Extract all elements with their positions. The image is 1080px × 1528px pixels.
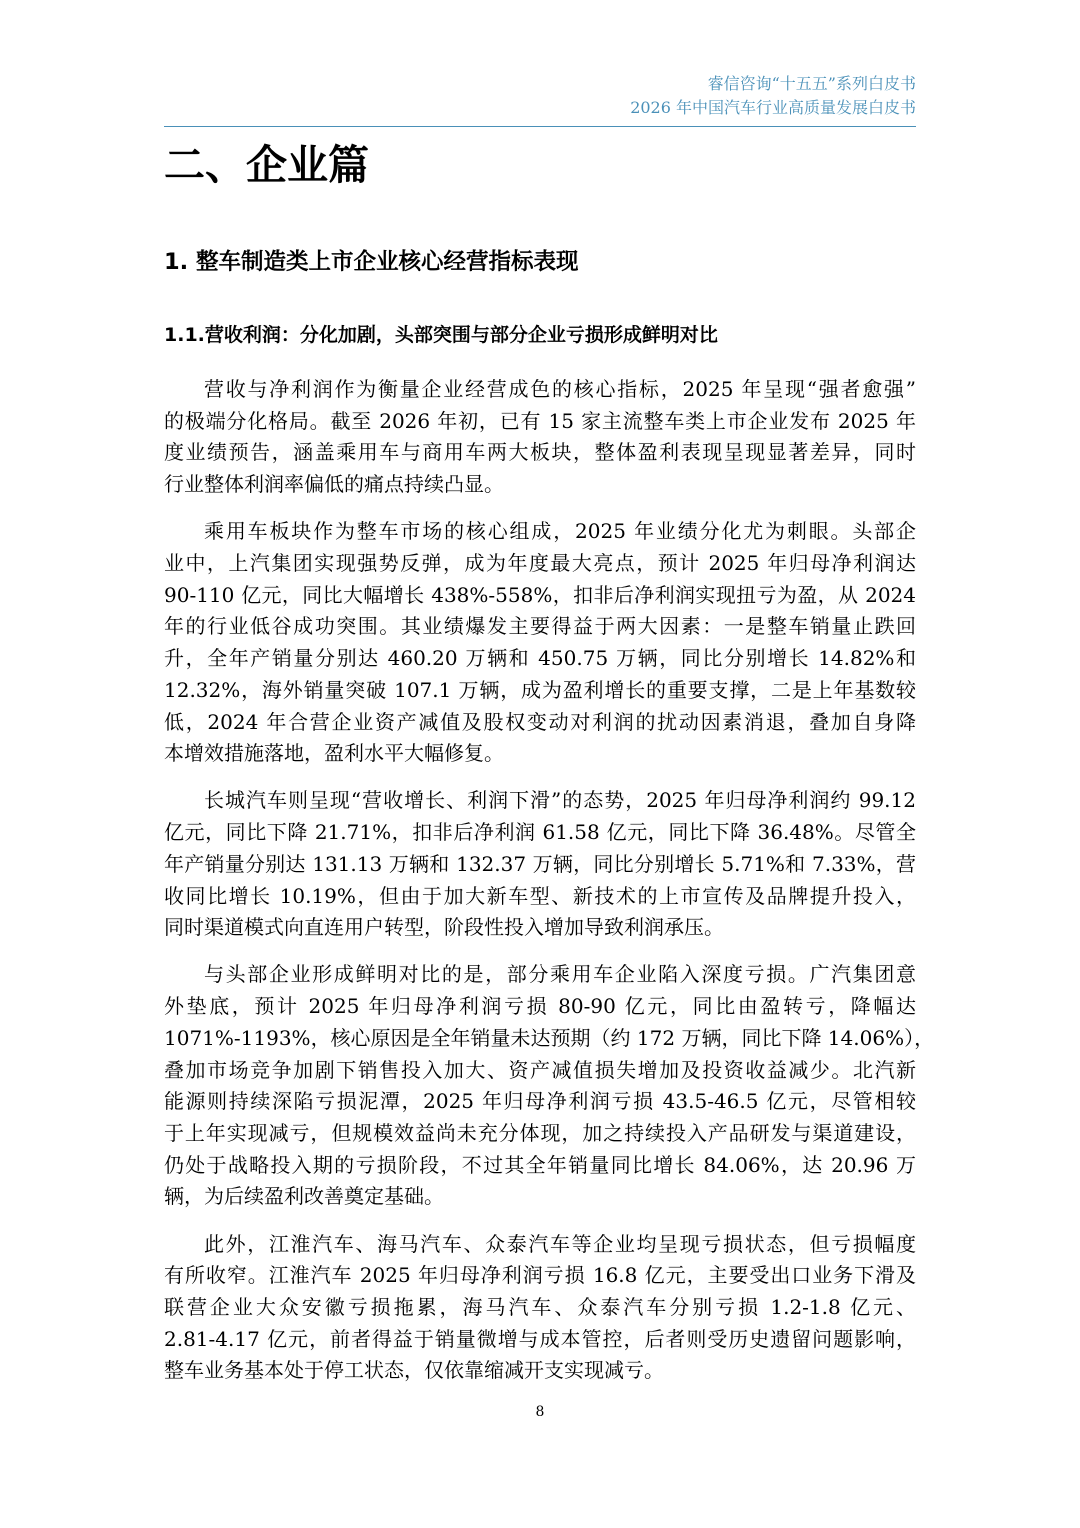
paragraph-line: 外垫底，预计 2025 年归母净利润亏损 80-90 亿元，同比由盈转亏，降幅达 (164, 994, 916, 1019)
paragraph-line: 业中，上汽集团实现强势反弹，成为年度最大亮点，预计 2025 年归母净利润达 (164, 551, 916, 576)
paragraph-line: 同时渠道模式向直连用户转型，阶段性投入增加导致利润承压。 (164, 915, 724, 940)
subsection-title: 1.1.营收利润：分化加剧，头部突围与部分企业亏损形成鲜明对比 (164, 324, 718, 346)
paragraph-line: 度业绩预告，涵盖乘用车与商用车两大板块，整体盈利表现呈现显著差异，同时 (164, 440, 916, 465)
header-series-title: 睿信咨询“十五五”系列白皮书 (707, 74, 916, 93)
paragraph-line: 与头部企业形成鲜明对比的是，部分乘用车企业陷入深度亏损。广汽集团意 (204, 962, 916, 987)
running-header (164, 72, 916, 120)
paragraph-line: 本增效措施落地，盈利水平大幅修复。 (164, 741, 504, 766)
paragraph (164, 1229, 916, 1388)
paragraph-line: 此外，江淮汽车、海马汽车、众泰汽车等企业均呈现亏损状态，但亏损幅度 (204, 1231, 916, 1256)
body-text (164, 374, 935, 1403)
paragraph-line: 1071%-1193%，核心原因是全年销量未达预期（约 172 万辆，同比下降 14.06%）， (164, 1025, 935, 1050)
paragraph-line: 亿元，同比下降 21.71%，扣非后净利润 61.58 亿元，同比下降 36.48%。尽管全 (164, 820, 916, 845)
paragraph-line: 辆，为后续盈利改善奠定基础。 (164, 1184, 444, 1209)
paragraph-line: 行业整体利润率偏低的痛点持续凸显。 (164, 472, 504, 497)
paragraph-line: 联营企业大众安徽亏损拖累，海马汽车、众泰汽车分别亏损 1.2-1.8 亿元、 (164, 1294, 916, 1319)
paragraph (164, 516, 916, 770)
paragraph-line: 升，全年产销量分别达 460.20 万辆和 450.75 万辆，同比分别增长 14.82%和 (164, 646, 916, 671)
paragraph-line: 收同比增长 10.19%，但由于加大新车型、新技术的上市宣传及品牌提升投入， (164, 883, 916, 908)
paragraph (164, 785, 916, 944)
paragraph-line: 于上年实现减亏，但规模效益尚未充分体现，加之持续投入产品研发与渠道建设， (164, 1120, 916, 1145)
paragraph-line: 能源则持续深陷亏损泥潭，2025 年归母净利润亏损 43.5-46.5 亿元，尽管相较 (164, 1089, 916, 1114)
header-divider (164, 126, 916, 127)
paragraph (164, 374, 916, 501)
section-title: 1. 整车制造类上市企业核心经营指标表现 (164, 249, 579, 275)
paragraph-line: 长城汽车则呈现“营收增长、利润下滑”的态势，2025 年归母净利润约 99.12 (204, 788, 916, 813)
paragraph-line: 仍处于战略投入期的亏损阶段，不过其全年销量同比增长 84.06%，达 20.96 万 (164, 1152, 916, 1177)
paragraph-line: 低，2024 年合营企业资产减值及股权变动对利润的扰动因素消退，叠加自身降 (164, 709, 916, 734)
page-number: 8 (535, 1404, 545, 1420)
paragraph-line: 年产销量分别达 131.13 万辆和 132.37 万辆，同比分别增长 5.71%和 7.33%，营 (164, 851, 916, 876)
paragraph-line: 2.81-4.17 亿元，前者得益于销量微增与成本管控，后者则受历史遗留问题影响， (164, 1326, 916, 1351)
paragraph-line: 营收与净利润作为衡量企业经营成色的核心指标，2025 年呈现“强者愈强” (204, 377, 916, 401)
paragraph (164, 959, 935, 1213)
header-report-title: 2026 年中国汽车行业高质量发展白皮书 (630, 98, 916, 117)
paragraph-line: 12.32%，海外销量突破 107.1 万辆，成为盈利增长的重要支撑，二是上年基数较 (164, 677, 916, 702)
paragraph-line: 叠加市场竞争加剧下销售投入加大、资产减值损失增加及投资收益减少。北汽新 (164, 1057, 916, 1082)
chapter-title: 二、企业篇 (164, 141, 369, 189)
paragraph-line: 年的行业低谷成功突围。其业绩爆发主要得益于两大因素：一是整车销量止跌回 (164, 614, 916, 639)
paragraph-line: 乘用车板块作为整车市场的核心组成，2025 年业绩分化尤为刺眼。头部企 (204, 519, 916, 544)
paragraph-line: 90-110 亿元，同比大幅增长 438%-558%，扣非后净利润实现扭亏为盈，从 2024 (164, 582, 916, 607)
paragraph-line: 整车业务基本处于停工状态，仅依靠缩减开支实现减亏。 (164, 1358, 664, 1383)
paragraph-line: 有所收窄。江淮汽车 2025 年归母净利润亏损 16.8 亿元，主要受出口业务下滑及 (164, 1263, 916, 1288)
paragraph-line: 的极端分化格局。截至 2026 年初，已有 15 家主流整车类上市企业发布 2025 年 (164, 408, 916, 433)
